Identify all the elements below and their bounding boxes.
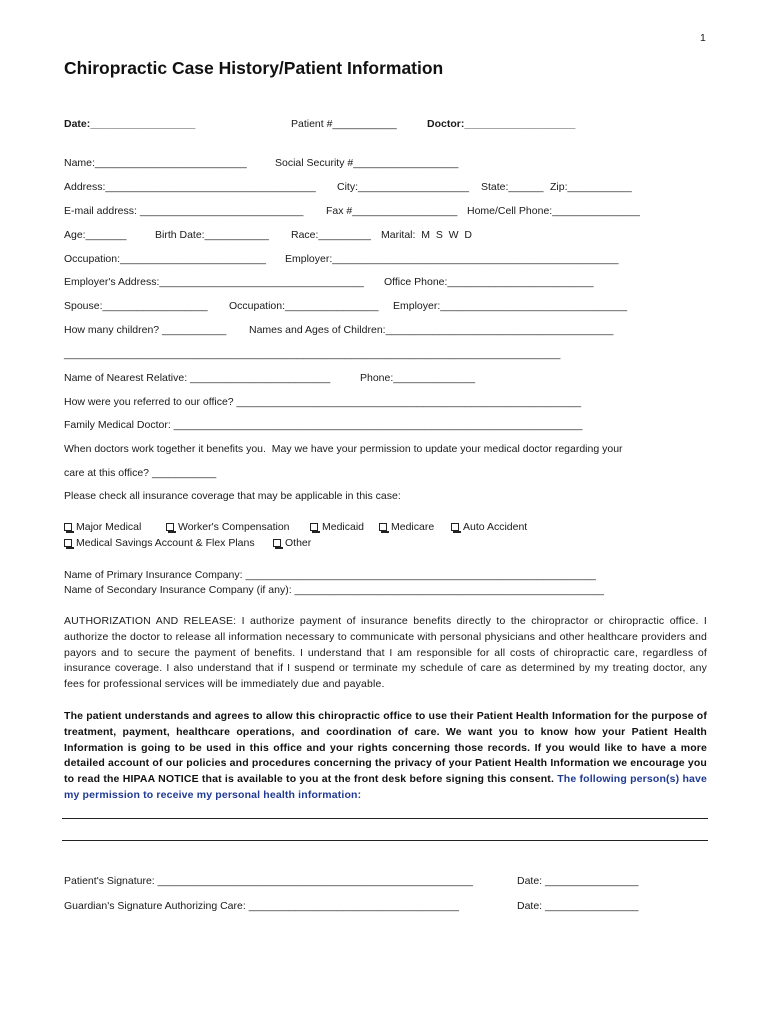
guardian-signature-date-field[interactable]: Date: ________________	[517, 900, 639, 912]
date-field[interactable]: Date:__________________	[64, 118, 196, 130]
spouse-employer-field[interactable]: Employer:________________________________	[393, 300, 628, 312]
relative-phone-field[interactable]: Phone:______________	[360, 372, 476, 384]
permission-line-2[interactable]	[62, 840, 708, 841]
blank-line-field[interactable]: _____________________________________________________________________________________	[64, 348, 561, 360]
checkbox-icon	[310, 523, 318, 531]
checkbox-msa[interactable]	[64, 538, 255, 549]
checkbox-major-medical[interactable]	[64, 522, 141, 533]
checkbox-icon	[451, 523, 459, 531]
race-field[interactable]: Race:_________	[291, 229, 371, 241]
workers-comp-label: Worker's Compensation	[178, 521, 290, 533]
other-label: Other	[285, 537, 312, 549]
family-doctor-field[interactable]: Family Medical Doctor: ______________________________________________________________________	[64, 419, 583, 431]
fax-field[interactable]: Fax #__________________	[326, 205, 458, 217]
insurance-prompt: Please check all insurance coverage that may be applicable in this case:	[64, 490, 401, 502]
permission-answer-field[interactable]: care at this office? ___________	[64, 467, 217, 479]
office-phone-field[interactable]: Office Phone:_________________________	[384, 276, 594, 288]
age-field[interactable]: Age:_______	[64, 229, 127, 241]
checkbox-icon	[64, 523, 72, 531]
hipaa-paragraph	[64, 709, 707, 804]
occupation-field[interactable]: Occupation:_________________________	[64, 253, 267, 265]
address-field[interactable]: Address:____________________________________	[64, 181, 316, 193]
checkbox-workers-comp[interactable]	[166, 522, 290, 533]
cell-phone-field[interactable]: Home/Cell Phone:_______________	[467, 205, 640, 217]
checkbox-medicare[interactable]	[379, 522, 434, 533]
authorization-paragraph: AUTHORIZATION AND RELEASE: I authorize payment of insurance benefits directly to the chiropractor or chiropractic office. I authorize the doctor to release all information necessary to communicate with personal physicians and other healthcare providers and payors and to secure the payment of benefits. I understand that I am responsible for all costs of chiropractic care, regardless of insurance coverage. I also understand that if I suspend or terminate my schedule of care as determined by my treating doctor, any fees for professional services will be immediately due and payable.	[64, 615, 707, 691]
medicaid-label: Medicaid	[322, 521, 365, 533]
name-field[interactable]: Name:__________________________	[64, 157, 247, 169]
permission-text: When doctors work together it benefits you. May we have your permission to update your medical doctor regarding your	[64, 443, 623, 455]
checkbox-icon	[273, 539, 281, 547]
marital-field[interactable]: Marital: M S W D	[381, 229, 473, 241]
guardian-signature-field[interactable]: Guardian's Signature Authorizing Care: ____________________________________	[64, 900, 459, 912]
hipaa-text: The patient understands and agrees to allow this chiropractic office to use their Patient Health Information for the purpose of treatment, payment, healthcare operations, and coordination of care. We want you to know how your Patient Health Information is going to be used in this office and your rights concerning those records. If you would like to have a more detailed account of our policies and procedures concerning the privacy of your Patient Health Information we encourage you to read the HIPAA NOTICE that is available to you at the front desk before signing this consent.	[64, 710, 707, 786]
spouse-occupation-field[interactable]: Occupation:________________	[229, 300, 379, 312]
spouse-field[interactable]: Spouse:__________________	[64, 300, 208, 312]
msa-label: Medical Savings Account & Flex Plans	[76, 537, 255, 549]
checkbox-icon	[166, 523, 174, 531]
checkbox-medicaid[interactable]	[310, 522, 364, 533]
patient-signature-date-field[interactable]: Date: ________________	[517, 875, 639, 887]
employer-address-field[interactable]: Employer's Address:___________________________________	[64, 276, 364, 288]
state-field[interactable]: State:______	[481, 181, 544, 193]
doctor-field[interactable]: Doctor:___________________	[427, 118, 576, 130]
hipaa-permission-text: The following person(s) have my permission to receive my personal health information:	[64, 773, 707, 801]
primary-insurance-field[interactable]: Name of Primary Insurance Company: ____________________________________________________________	[64, 569, 596, 581]
patient-signature-field[interactable]: Patient's Signature: ______________________________________________________	[64, 875, 473, 887]
secondary-insurance-field[interactable]: Name of Secondary Insurance Company (if any): _____________________________________________________	[64, 584, 605, 596]
page-title: Chiropractic Case History/Patient Information	[64, 58, 444, 78]
medicare-label: Medicare	[391, 521, 435, 533]
page-number: 1	[700, 32, 706, 44]
major-medical-label: Major Medical	[76, 521, 142, 533]
birth-date-field[interactable]: Birth Date:___________	[155, 229, 269, 241]
city-field[interactable]: City:___________________	[337, 181, 469, 193]
zip-field[interactable]: Zip:___________	[550, 181, 632, 193]
auto-accident-label: Auto Accident	[463, 521, 528, 533]
permission-line-1[interactable]	[62, 818, 708, 819]
email-field[interactable]: E-mail address: ____________________________	[64, 205, 304, 217]
checkbox-auto-accident[interactable]	[451, 522, 527, 533]
employer-field[interactable]: Employer:_________________________________________________	[285, 253, 619, 265]
referral-field[interactable]: How were you referred to our office? ___________________________________________________________	[64, 396, 582, 408]
children-ages-field[interactable]: Names and Ages of Children:_______________________________________	[249, 324, 614, 336]
nearest-relative-field[interactable]: Name of Nearest Relative: ________________________	[64, 372, 331, 384]
checkbox-other[interactable]	[273, 538, 311, 549]
children-count-field[interactable]: How many children? ___________	[64, 324, 227, 336]
patient-number-field[interactable]: Patient #___________	[291, 118, 397, 130]
ssn-field[interactable]: Social Security #__________________	[275, 157, 459, 169]
checkbox-icon	[64, 539, 72, 547]
checkbox-icon	[379, 523, 387, 531]
